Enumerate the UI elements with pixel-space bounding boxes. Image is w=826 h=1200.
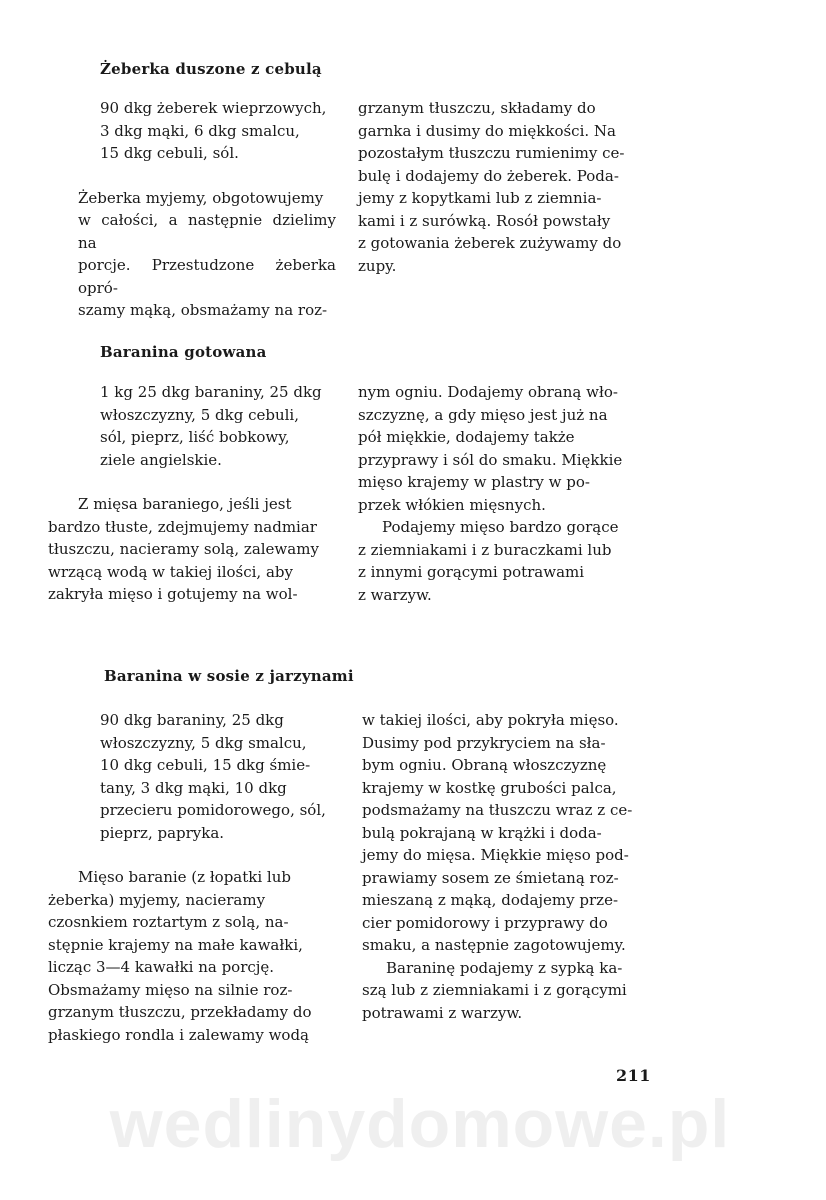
text-line: tłuszczu, nacieramy solą, zalewamy xyxy=(48,540,319,558)
recipe-3-title: Baranina w sosie z jarzynami xyxy=(104,667,354,685)
text-line: zupy. xyxy=(358,256,397,275)
recipe-3-right-column xyxy=(362,709,654,1024)
recipe-2-left-column xyxy=(48,381,336,606)
text-line: Podajemy mięso bardzo gorące xyxy=(382,518,619,536)
text-line: bulę i dodajemy do żeberek. Poda- xyxy=(358,166,619,185)
text-line: bym ogniu. Obraną włoszczyznę xyxy=(362,756,607,774)
ingredient-line: 10 dkg cebuli, 15 dkg śmie- xyxy=(100,756,311,774)
text-line: szamy mąką, obsmażamy na roz- xyxy=(78,301,328,319)
text-line: szą lub z ziemniakami i z gorącymi xyxy=(362,981,627,999)
text-line: nym ogniu. Dodajemy obraną wło- xyxy=(358,383,618,401)
text-line: smaku, a następnie zagotowujemy. xyxy=(362,936,626,954)
text-line: Mięso baranie (z łopatki lub xyxy=(78,868,291,886)
text-line: z gotowania żeberek zużywamy do xyxy=(358,234,622,252)
text-line: potrawami z warzyw. xyxy=(362,1003,523,1022)
text-line: jemy z kopytkami lub z ziemnia- xyxy=(358,189,602,207)
recipe-2-right-column xyxy=(358,381,654,606)
text-line: w całości, a następnie dzielimy na xyxy=(78,211,336,252)
ingredient-line: 90 dkg żeberek wieprzowych, xyxy=(100,99,327,117)
ingredient-line: przecieru pomidorowego, sól, xyxy=(100,801,326,819)
ingredient-line: ziele angielskie. xyxy=(100,450,222,469)
text-line: grzanym tłuszczu, przekładamy do xyxy=(48,1003,312,1021)
recipe-1-right-column xyxy=(358,97,650,277)
watermark: wedlinydomowe.pl xyxy=(109,1086,731,1162)
text-line: Żeberka myjemy, obgotowujemy xyxy=(78,188,324,207)
text-line: garnka i dusimy do miękkości. Na xyxy=(358,121,616,140)
text-line: kami i z surówką. Rosół powstały xyxy=(358,211,611,230)
text-line: jemy do mięsa. Miękkie mięso pod- xyxy=(362,846,629,864)
text-line: Dusimy pod przykryciem na sła- xyxy=(362,733,606,752)
text-line: podsmażamy na tłuszczu wraz z ce- xyxy=(362,801,633,819)
text-line: licząc 3—4 kawałki na porcję. xyxy=(48,958,275,976)
recipe-1-left-column xyxy=(78,97,336,322)
text-line: Obsmażamy mięso na silnie roz- xyxy=(48,980,293,999)
text-line: stępnie krajemy na małe kawałki, xyxy=(48,935,303,954)
recipe-3-ingredients xyxy=(78,709,340,844)
text-line: zakryła mięso i gotujemy na wol- xyxy=(48,585,298,603)
text-line: przek włókien mięsnych. xyxy=(358,495,546,514)
ingredient-line: sól, pieprz, liść bobkowy, xyxy=(100,428,290,446)
text-line: czosnkiem roztartym z solą, na- xyxy=(48,913,289,931)
text-line: pozostałym tłuszczu rumienimy ce- xyxy=(358,144,625,162)
ingredient-line: 90 dkg baraniny, 25 dkg xyxy=(100,711,284,729)
recipe-1-title: Żeberka duszone z cebulą xyxy=(100,60,322,78)
recipe-1-method-part1 xyxy=(78,187,336,322)
ingredient-line: włoszczyzny, 5 dkg cebuli, xyxy=(100,405,299,424)
recipe-2-method-part1 xyxy=(48,493,336,606)
ingredient-line: tany, 3 dkg mąki, 10 dkg xyxy=(100,778,287,797)
text-line: prawiamy sosem ze śmietaną roz- xyxy=(362,868,619,887)
text-line: Baraninę podajemy z sypką ka- xyxy=(386,958,623,977)
ingredient-line: 3 dkg mąki, 6 dkg smalcu, xyxy=(100,121,300,140)
text-line: płaskiego rondla i zalewamy wodą xyxy=(48,1025,309,1044)
text-line: z ziemniakami i z buraczkami lub xyxy=(358,540,612,559)
ingredient-line: 15 dkg cebuli, sól. xyxy=(100,144,239,162)
page-number: 211 xyxy=(616,1066,651,1085)
text-line: z innymi gorącymi potrawami xyxy=(358,563,585,581)
text-line: bulą pokrajaną w krążki i doda- xyxy=(362,823,602,842)
ingredient-line: włoszczyzny, 5 dkg smalcu, xyxy=(100,733,307,752)
text-line: w takiej ilości, aby pokryła mięso. xyxy=(362,711,619,729)
recipe-2-ingredients xyxy=(78,381,336,471)
text-line: grzanym tłuszczu, składamy do xyxy=(358,99,596,117)
text-line: mięso krajemy w plastry w po- xyxy=(358,473,590,491)
text-line: Z mięsa baraniego, jeśli jest xyxy=(78,495,292,513)
text-line: cier pomidorowy i przyprawy do xyxy=(362,913,608,932)
ingredient-line: 1 kg 25 dkg baraniny, 25 dkg xyxy=(100,383,322,401)
text-line: szczyznę, a gdy mięso jest już na xyxy=(358,405,608,424)
text-line: pół miękkie, dodajemy także xyxy=(358,428,575,446)
text-line: porcje. Przestudzone żeberka opró- xyxy=(78,256,336,297)
text-line: bardzo tłuste, zdejmujemy nadmiar xyxy=(48,517,317,536)
ingredient-line: pieprz, papryka. xyxy=(100,823,225,842)
recipe-2-title: Baranina gotowana xyxy=(100,343,267,361)
text-line: krajemy w kostkę grubości palca, xyxy=(362,778,617,797)
recipe-3-left-column xyxy=(48,709,340,1046)
recipe-3-method-part1 xyxy=(48,866,340,1046)
text-line: żeberka) myjemy, nacieramy xyxy=(48,890,266,909)
text-line: wrzącą wodą w takiej ilości, aby xyxy=(48,562,293,581)
text-line: mieszaną z mąką, dodajemy prze- xyxy=(362,891,619,909)
recipe-1-ingredients xyxy=(78,97,336,165)
text-line: przyprawy i sól do smaku. Miękkie xyxy=(358,450,623,469)
text-line: z warzyw. xyxy=(358,585,432,604)
